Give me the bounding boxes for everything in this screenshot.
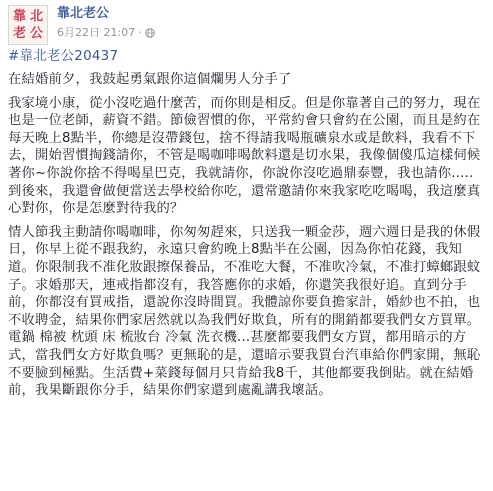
page-avatar[interactable] bbox=[8, 5, 48, 45]
post-header-text bbox=[57, 6, 155, 40]
post-paragraph: 我家境小康，從小沒吃過什麼苦，而你則是相反。但是你靠著自己的努力，現在也是一位老師，薪資不錯。節儉習慣的你，平常約會只會約在公園，而且是約在每天晚上8點半，你總是沒帶錢包，捨不得請我喝瓶礦泉水或是飲料，我看不下去，開始習慣掏錢請你，不管是喝咖啡喝飲料還是切水果，我像個傻瓜這樣伺候著你~你說你捨不得喝星巴克，我就請你，你說你沒吃過鼎泰豐，我也請你.....到後來，我還會做便當送去學校給你吃，還常邀請你來我家吃吃喝喝，我這麼真心對你，你是怎麼對待我的？ bbox=[8, 95, 481, 217]
post-hashtag[interactable]: #靠北老公20437 bbox=[8, 48, 119, 64]
meta-separator: · bbox=[138, 26, 142, 39]
page-name-link[interactable]: 靠北老公 bbox=[57, 6, 110, 21]
avatar-char: 北 bbox=[29, 9, 43, 24]
post-header bbox=[8, 5, 155, 49]
avatar-char: 公 bbox=[29, 26, 43, 41]
post-paragraph: 在結婚前夕，我鼓起勇氣跟你這個爛男人分手了 bbox=[8, 72, 292, 87]
post-timestamp[interactable]: 6月22日 21:07 bbox=[57, 26, 136, 39]
post-meta bbox=[57, 26, 155, 40]
globe-icon[interactable] bbox=[145, 28, 155, 38]
avatar-char: 靠 bbox=[12, 9, 26, 24]
post-paragraph: 情人節我主動請你喝咖啡，你匆匆趕來，只送我一顆金莎，週六週日是我的休假日，你早上從不跟我約，永遠只會約晚上8點半在公園，因為你怕花錢，我知道。你限制我不准化妝跟擦保養品，不准吃大餐，不准吹冷氣，不准打蟑螂跟蚊子。求婚那天，連戒指都沒有，我答應你的求婚，你還笑我很好追。直到分手前，你都沒有買戒指，還說你沒時間買。我體諒你要負擔家計，婚紗也不拍，也不收聘金，結果你們家居然就以為我們好欺負，所有的開銷都要我們女方買單。電鍋 棉被 枕頭 床 梳妝台 冷氣 洗衣機...甚麼都要我們女方買，都用暗示的方式，當我們女方好欺負嗎？更無恥的是，還暗示要我買台汽車給你們家開，無恥不要臉到極點。生活費+菜錢每個月只肯給我8千，其他都要我倒貼。就在結婚前，我果斷跟你分手，結果你們家還到處亂講我壞話。 bbox=[8, 224, 481, 399]
avatar-char: 老 bbox=[12, 26, 26, 41]
post-body bbox=[8, 47, 486, 406]
